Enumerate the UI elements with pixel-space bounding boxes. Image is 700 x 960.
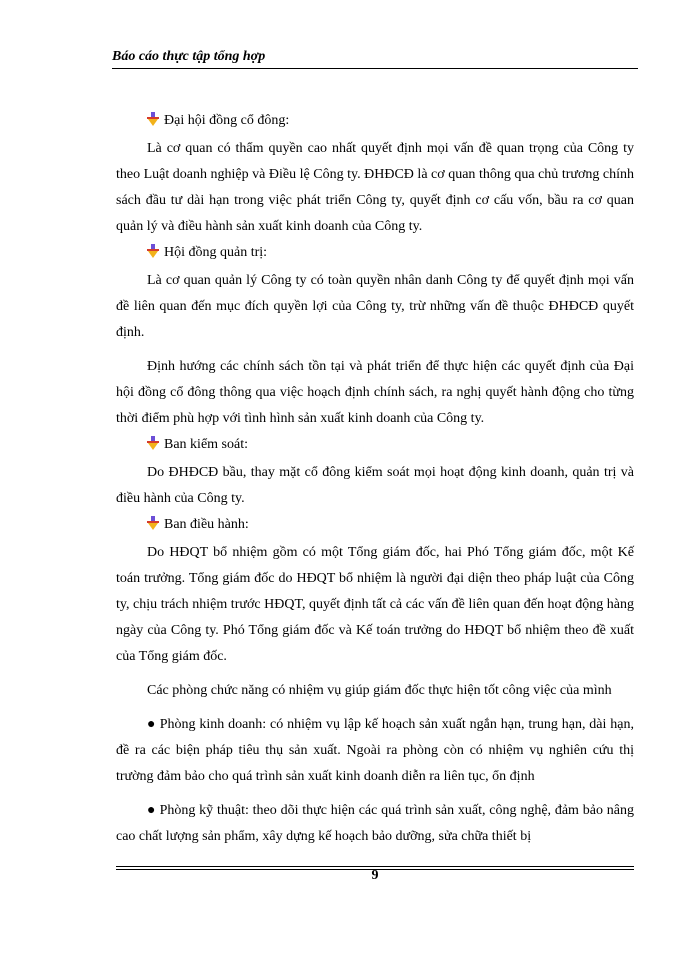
section-heading — [116, 240, 634, 268]
section-heading-text: Ban điều hành: — [164, 517, 249, 532]
down-arrow-bullet-icon — [147, 242, 159, 268]
section-heading — [116, 108, 634, 136]
bullet-text: Phòng kỹ thuật: theo dõi thực hiện các quá trình sản xuất, công nghệ, đảm bảo nâng cao chất lượng sản phẩm, xây dựng kế hoạch bảo dưỡng, sửa chữa thiết bị — [116, 803, 634, 844]
page-number: 9 — [371, 868, 379, 883]
bullet-item — [116, 712, 634, 790]
bullet-item — [116, 798, 634, 850]
paragraph: Là cơ quan quản lý Công ty có toàn quyền nhân danh Công ty để quyết định mọi vấn đề liên quan đến mục đích quyền lợi của Công ty, trừ những vấn đề thuộc ĐHĐCĐ quyết định. — [116, 273, 634, 340]
paragraph: Các phòng chức năng có nhiệm vụ giúp giám đốc thực hiện tốt công việc của mình — [147, 683, 612, 698]
bullet-text: Phòng kinh doanh: có nhiệm vụ lập kế hoạch sản xuất ngắn hạn, trung hạn, dài hạn, đề ra các biện pháp tiêu thụ sản xuất. Ngoài ra phòng còn có nhiệm vụ nghiên cứu thị trường đảm bảo cho quá trình sản xuất kinh doanh diễn ra liên tục, ổn định — [116, 717, 634, 784]
paragraph: Định hướng các chính sách tồn tại và phát triển để thực hiện các quyết định của Đại hội đồng cổ đông thông qua việc hoạch định chính sách, ra nghị quyết hành động cho từng thời điểm phù hợp với tình hình sản xuất kinh doanh của Công ty. — [116, 359, 634, 426]
header-rule — [112, 68, 638, 69]
bullet-dot-icon: ● — [147, 803, 160, 818]
bullet-dot-icon: ● — [147, 717, 160, 732]
document-body — [116, 108, 634, 850]
header-title: Báo cáo thực tập tổng hợp — [112, 49, 266, 64]
section-heading-text: Hội đồng quản trị: — [164, 245, 268, 260]
section-heading — [116, 512, 634, 540]
down-arrow-bullet-icon — [147, 514, 159, 540]
section-heading-text: Đại hội đồng cổ đông: — [164, 113, 290, 128]
section-heading-text: Ban kiểm soát: — [164, 437, 248, 452]
paragraph: Do ĐHĐCĐ bầu, thay mặt cổ đông kiểm soát mọi hoạt động kinh doanh, quản trị và điều hành của Công ty. — [116, 465, 634, 506]
paragraph: Do HĐQT bổ nhiệm gồm có một Tổng giám đốc, hai Phó Tổng giám đốc, một Kế toán trưởng. Tổng giám đốc do HĐQT bổ nhiệm là người đại diện theo pháp luật của Công ty, chịu trách nhiệm trước HĐQT, quyết định tất cả các vấn đề liên quan đến hoạt động hàng ngày của Công ty. Phó Tổng giám đốc và Kế toán trưởng do HĐQT bổ nhiệm theo đề xuất của Tổng giám đốc. — [116, 545, 634, 664]
section-heading — [116, 432, 634, 460]
down-arrow-bullet-icon — [147, 434, 159, 460]
footer-rule — [116, 866, 634, 867]
down-arrow-bullet-icon — [147, 110, 159, 136]
paragraph: Là cơ quan có thẩm quyền cao nhất quyết định mọi vấn đề quan trọng của Công ty theo Luật doanh nghiệp và Điều lệ Công ty. ĐHĐCĐ là cơ quan thông qua chủ trương chính sách đầu tư dài hạn trong việc phát triển Công ty, quyết định cơ cấu vốn, bầu ra cơ quan quản lý và điều hành sản xuất kinh doanh của Công ty. — [116, 141, 634, 234]
page-header — [112, 48, 638, 66]
